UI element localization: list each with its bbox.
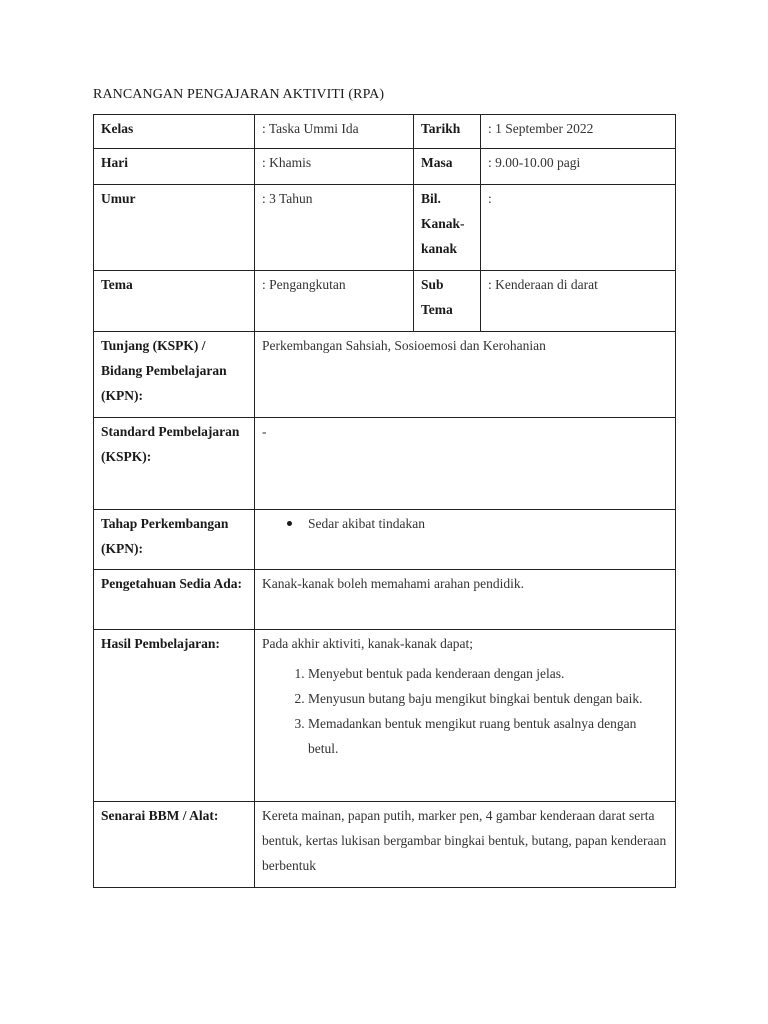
label-bil-line2: Kanak- xyxy=(421,216,465,231)
label-masa: Masa xyxy=(414,149,481,185)
list-item: Sedar akibat tindakan xyxy=(308,511,669,536)
row-senarai xyxy=(94,802,676,888)
value-masa: : 9.00-10.00 pagi xyxy=(481,149,676,185)
list-item: 2. Menyusun butang baju mengikut bingkai bentuk dengan baik. xyxy=(308,686,669,711)
row-hari xyxy=(94,149,676,185)
label-sub-tema-line2: Tema xyxy=(421,302,453,317)
value-pengetahuan: Kanak-kanak boleh memahami arahan pendidik. xyxy=(255,570,676,630)
row-tahap xyxy=(94,510,676,570)
list-item: 3. Memadankan bentuk mengikut ruang bentuk asalnya dengan betul. xyxy=(308,711,669,761)
value-tahap xyxy=(255,510,676,570)
label-bil-line3: kanak xyxy=(421,241,458,256)
label-hasil: Hasil Pembelajaran: xyxy=(94,630,255,802)
value-hari: : Khamis xyxy=(255,149,414,185)
document-title: RANCANGAN PENGAJARAN AKTIVITI (RPA) xyxy=(93,87,385,102)
value-tunjang: Perkembangan Sahsiah, Sosioemosi dan Kerohanian xyxy=(255,332,676,418)
list-item: 1. Menyebut bentuk pada kenderaan dengan jelas. xyxy=(308,661,669,686)
rpa-table xyxy=(93,114,676,888)
value-umur: : 3 Tahun xyxy=(255,185,414,271)
value-tarikh: : 1 September 2022 xyxy=(481,115,676,149)
row-tema xyxy=(94,271,676,332)
row-standard xyxy=(94,418,676,510)
label-pengetahuan: Pengetahuan Sedia Ada: xyxy=(94,570,255,630)
value-senarai: Kereta mainan, papan putih, marker pen, 4 gambar kenderaan darat serta bentuk, kertas lukisan bergambar bingkai bentuk, butang, papan kenderaan berbentuk xyxy=(255,802,676,888)
value-tema: : Pengangkutan xyxy=(255,271,414,332)
hasil-list xyxy=(262,661,669,761)
value-standard: - xyxy=(255,418,676,510)
label-bil-kanak-kanak xyxy=(414,185,481,271)
row-hasil xyxy=(94,630,676,802)
label-sub-tema-line1: Sub xyxy=(421,277,444,292)
label-tarikh: Tarikh xyxy=(414,115,481,149)
label-bil-line1: Bil. xyxy=(421,191,441,206)
row-tunjang xyxy=(94,332,676,418)
label-tema: Tema xyxy=(94,271,255,332)
label-senarai: Senarai BBM / Alat: xyxy=(94,802,255,888)
value-bil-kanak-kanak: : xyxy=(481,185,676,271)
row-pengetahuan xyxy=(94,570,676,630)
row-kelas xyxy=(94,115,676,149)
hasil-intro: Pada akhir aktiviti, kanak-kanak dapat; xyxy=(262,636,474,651)
value-hasil xyxy=(255,630,676,802)
label-umur: Umur xyxy=(94,185,255,271)
label-hari: Hari xyxy=(94,149,255,185)
label-tunjang: Tunjang (KSPK) / Bidang Pembelajaran (KPN): xyxy=(94,332,255,418)
tahap-bullet-list xyxy=(262,511,669,536)
value-kelas: : Taska Ummi Ida xyxy=(255,115,414,149)
label-standard: Standard Pembelajaran (KSPK): xyxy=(94,418,255,510)
row-umur xyxy=(94,185,676,271)
label-sub-tema xyxy=(414,271,481,332)
label-tahap: Tahap Perkembangan (KPN): xyxy=(94,510,255,570)
value-sub-tema: : Kenderaan di darat xyxy=(481,271,676,332)
label-kelas: Kelas xyxy=(94,115,255,149)
